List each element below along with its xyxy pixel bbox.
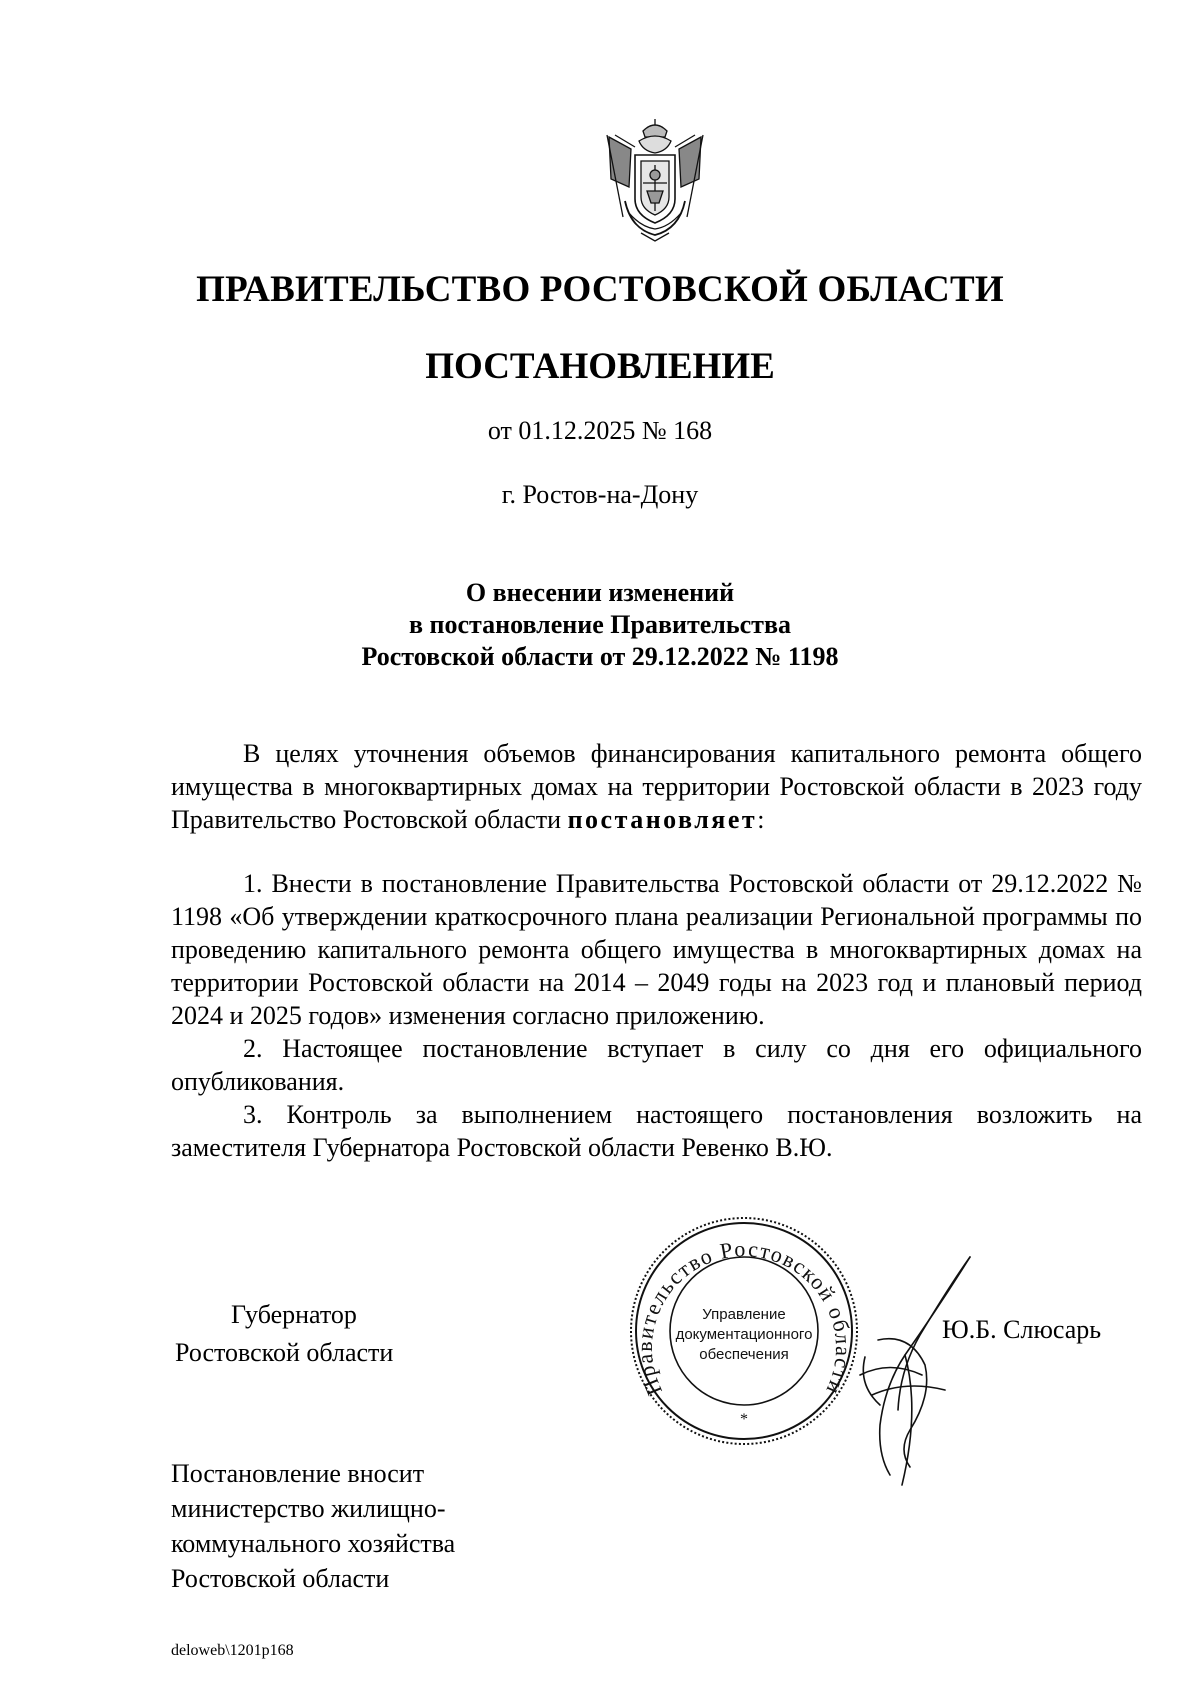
resolution-item: 1. Внести в постановление Правительства Ростовской области от 29.12.2022 № 1198 «Об утверждении краткосрочного плана реализации Региональной программы по проведению капитального ремонта общего имущества в многоквартирных домах на территории Ростовской области на 2014 – 2049 годы на 2023 год и плановый период 2024 и 2025 годов» изменения согласно приложению.: [171, 869, 1142, 1030]
preamble-text: В целях уточнения объемов финансирования капитального ремонта общего имущества в многоквартирных домах на территории Ростовской области в 2023 году Правительство Ростовской области: [171, 739, 1142, 834]
preamble-paragraph: [171, 737, 1142, 836]
preamble: [171, 737, 1142, 836]
signer-name: Ю.Б. Слюсарь: [942, 1315, 1102, 1344]
signatory-title: [175, 1296, 393, 1372]
seal-outer-text: Правительство Ростовской области: [631, 1236, 857, 1400]
resolution-item: 3. Контроль за выполнением настоящего постановления возложить на заместителя Губернатора Ростовской области Ревенко В.Ю.: [171, 1100, 1142, 1162]
submitted-by: [171, 1456, 455, 1596]
subject-line: О внесении изменений: [465, 578, 735, 607]
official-seal: [628, 1215, 860, 1447]
submitted-by-line: Постановление вносит: [171, 1459, 425, 1488]
signatory-title-line: Ростовской области: [175, 1338, 394, 1367]
subject-line: Ростовской области от 29.12.2022 № 1198: [361, 642, 839, 671]
submitted-by-line: министерство жилищно-: [171, 1494, 446, 1523]
document-place: г. Ростов-на-Дону: [501, 480, 699, 509]
seal-star: *: [740, 1411, 748, 1428]
document-date-number: от 01.12.2025 № 168: [487, 416, 713, 445]
subject-line: в постановление Правительства: [408, 610, 791, 639]
preamble-end: :: [757, 805, 765, 834]
handwritten-signature: [850, 1245, 985, 1495]
resolution-keyword: постановляет: [567, 805, 758, 834]
document-registry-code: deloweb\1201p168: [171, 1642, 294, 1659]
submitted-by-line: коммунального хозяйства: [171, 1529, 456, 1558]
coat-of-arms-emblem: [601, 117, 709, 245]
seal-inner-line: Управление: [702, 1306, 786, 1323]
document-subject: [0, 577, 1200, 673]
resolution-items: [171, 867, 1142, 1164]
signatory-title-line: Губернатор: [231, 1300, 357, 1329]
seal-inner-line: документационного: [675, 1326, 813, 1343]
resolution-item: 2. Настоящее постановление вступает в силу со дня его официального опубликования.: [171, 1034, 1142, 1096]
submitted-by-line: Ростовской области: [171, 1564, 390, 1593]
document-type: ПОСТАНОВЛЕНИЕ: [425, 346, 775, 387]
seal-inner-line: обеспечения: [699, 1346, 789, 1363]
organization-name: ПРАВИТЕЛЬСТВО РОСТОВСКОЙ ОБЛАСТИ: [196, 269, 1004, 310]
